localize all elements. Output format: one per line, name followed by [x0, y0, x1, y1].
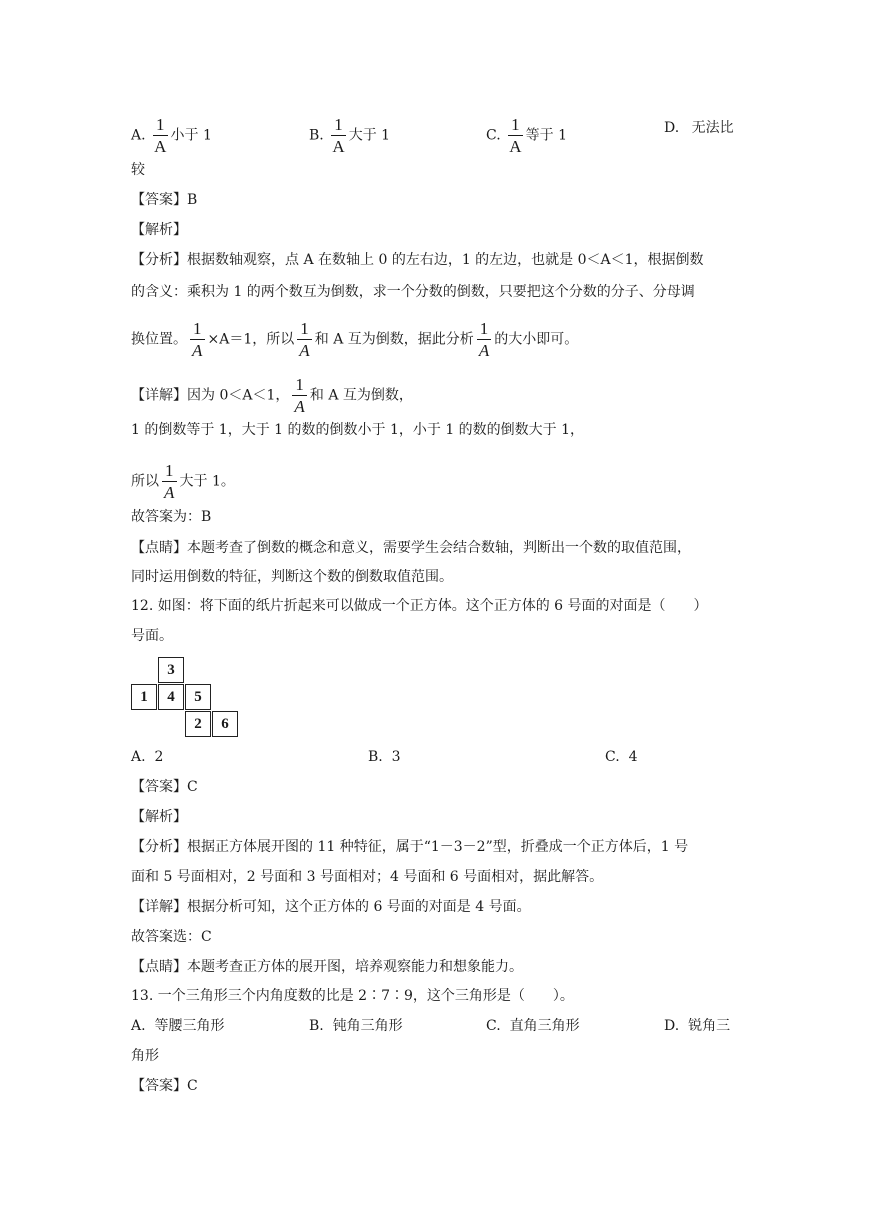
fraction-one-over-a: $\frac{1}{A}$	[332, 115, 345, 156]
q11-analysis-heading: 【解析】	[131, 222, 187, 238]
xiangjie-text: 根据分析可知，这个正方体的 6 号面的对面是 4 号面。	[187, 899, 531, 915]
q13-option-a	[131, 1016, 224, 1036]
q13-option-d	[664, 1016, 730, 1036]
option-text: 锐角三	[688, 1018, 731, 1034]
answer-value: C	[187, 779, 198, 795]
answer-label: 【答案】	[131, 1078, 187, 1094]
fraction-one-over-a: $\frac{1}{A}$	[292, 376, 307, 415]
q12-option-a	[131, 747, 163, 767]
option-letter: C.	[486, 127, 501, 144]
net-face: 5	[185, 684, 211, 710]
q12-dianjing	[131, 957, 523, 977]
option-letter: A.	[131, 749, 146, 765]
q11-option-c	[486, 116, 567, 155]
q13-option-c	[486, 1016, 580, 1036]
fraction-one-over-a: $\frac{1}{A}$	[509, 115, 522, 156]
q11-fenxi-line2: 的含义：乘积为 1 的两个数互为倒数，求一个分数的倒数，只要把这个分数的分子、分母调	[131, 284, 695, 300]
q11-option-a	[131, 116, 212, 155]
xiangjie-text: 大于 1。	[179, 473, 235, 490]
q12-xiangjie	[131, 897, 531, 917]
xiangjie-label: 【详解】	[131, 899, 187, 915]
option-text: 4	[628, 749, 638, 765]
q11-xiangjie-line3	[131, 462, 235, 501]
option-letter: B.	[309, 1018, 324, 1034]
q11-dianjing-line2: 同时运用倒数的特征，判断这个数的倒数取值范围。	[131, 569, 453, 585]
option-text: 直角三角形	[509, 1018, 580, 1034]
q11-option-d	[664, 118, 734, 138]
option-text: 等腰三角形	[154, 1018, 225, 1034]
q12-option-c	[605, 747, 638, 767]
answer-value: B	[187, 192, 198, 208]
fraction-one-over-a: $\frac{1}{A}$	[477, 320, 492, 359]
fenxi-text: 的大小即可。	[494, 331, 579, 348]
option-text: 大于 1	[348, 127, 391, 144]
net-face: 1	[131, 684, 157, 710]
q11-dianjing-line1	[131, 538, 691, 558]
option-letter: C.	[605, 749, 620, 765]
fenxi-label: 【分析】	[131, 252, 187, 268]
q13-option-d-wrap: 角形	[131, 1048, 159, 1064]
q12-stem-line1: 12. 如图：将下面的纸片折起来可以做成一个正方体。这个正方体的 6 号面的对面是（ ）	[131, 598, 708, 614]
option-letter: D.	[664, 120, 680, 136]
q11-option-b	[309, 116, 390, 155]
q12-final-answer: 故答案选：C	[131, 929, 212, 945]
q11-answer	[131, 190, 197, 210]
q12-stem-line2: 号面。	[131, 628, 173, 644]
q13-answer	[131, 1076, 198, 1096]
option-text: 2	[154, 749, 164, 765]
option-text: 等于 1	[525, 127, 567, 144]
dianjing-text: 本题考查了倒数的概念和意义，需要学生会结合数轴，判断出一个数的取值范围，	[187, 540, 691, 556]
q12-fenxi-line1	[131, 837, 688, 857]
q12-fenxi-line2: 面和 5 号面相对，2 号面和 3 号面相对；4 号面和 6 号面相对，据此解答。	[131, 869, 604, 885]
fenxi-text: 根据正方体展开图的 11 种特征，属于“1－3－2”型，折叠成一个正方体后，1 号	[187, 839, 689, 855]
fenxi-text: 换位置。	[131, 331, 187, 348]
q13-option-b	[309, 1016, 403, 1036]
answer-value: C	[187, 1078, 198, 1094]
net-face: 3	[158, 657, 184, 683]
q12-option-b	[368, 747, 401, 767]
xiangjie-label: 【详解】	[131, 387, 187, 404]
fraction-one-over-a: $\frac{1}{A}$	[162, 462, 177, 501]
dianjing-text: 本题考查正方体的展开图，培养观察能力和想象能力。	[187, 959, 523, 975]
cube-net-diagram	[131, 657, 241, 737]
option-text: 小于 1	[170, 127, 212, 144]
q11-final-answer: 故答案为：B	[131, 509, 212, 525]
net-face: 6	[212, 711, 238, 737]
option-text: 无法比	[691, 120, 734, 136]
xiangjie-text: 因为 0＜A＜1，	[187, 387, 290, 404]
option-text: 3	[391, 749, 401, 765]
q11-option-d-wrap: 较	[131, 162, 145, 178]
q11-xiangjie-line2: 1 的倒数等于 1，大于 1 的数的倒数小于 1，小于 1 的数的倒数大于 1，	[131, 422, 585, 438]
xiangjie-text: 和 A 互为倒数，	[309, 387, 413, 404]
q12-analysis-heading: 【解析】	[131, 809, 187, 825]
option-letter: B.	[368, 749, 383, 765]
net-face: 2	[185, 711, 211, 737]
q11-xiangjie-line1	[131, 376, 413, 415]
xiangjie-text: 所以	[131, 473, 159, 490]
option-letter: A.	[131, 1018, 146, 1034]
fenxi-label: 【分析】	[131, 839, 187, 855]
option-letter: A.	[131, 127, 146, 144]
fraction-one-over-a: $\frac{1}{A}$	[297, 320, 312, 359]
fenxi-text: ×A＝1，所以	[207, 331, 295, 348]
option-letter: C.	[486, 1018, 501, 1034]
fraction-one-over-a: $\frac{1}{A}$	[190, 320, 205, 359]
answer-label: 【答案】	[131, 779, 187, 795]
option-letter: D.	[664, 1018, 680, 1034]
q13-stem: 13. 一个三角形三个内角度数的比是 2∶7∶9，这个三角形是（ ）。	[131, 988, 574, 1004]
q11-fenxi-line3	[131, 320, 578, 359]
fenxi-text: 和 A 互为倒数，据此分析	[314, 331, 474, 348]
net-face: 4	[158, 684, 184, 710]
q11-fenxi-line1	[131, 250, 704, 270]
option-text: 钝角三角形	[332, 1018, 403, 1034]
q12-answer	[131, 777, 198, 797]
dianjing-label: 【点睛】	[131, 959, 187, 975]
option-letter: B.	[309, 127, 324, 144]
answer-label: 【答案】	[131, 192, 187, 208]
fraction-one-over-a: $\frac{1}{A}$	[154, 115, 167, 156]
dianjing-label: 【点睛】	[131, 540, 187, 556]
fenxi-text: 根据数轴观察，点 A 在数轴上 0 的左右边，1 的左边，也就是 0＜A＜1，根据倒数	[187, 252, 704, 268]
